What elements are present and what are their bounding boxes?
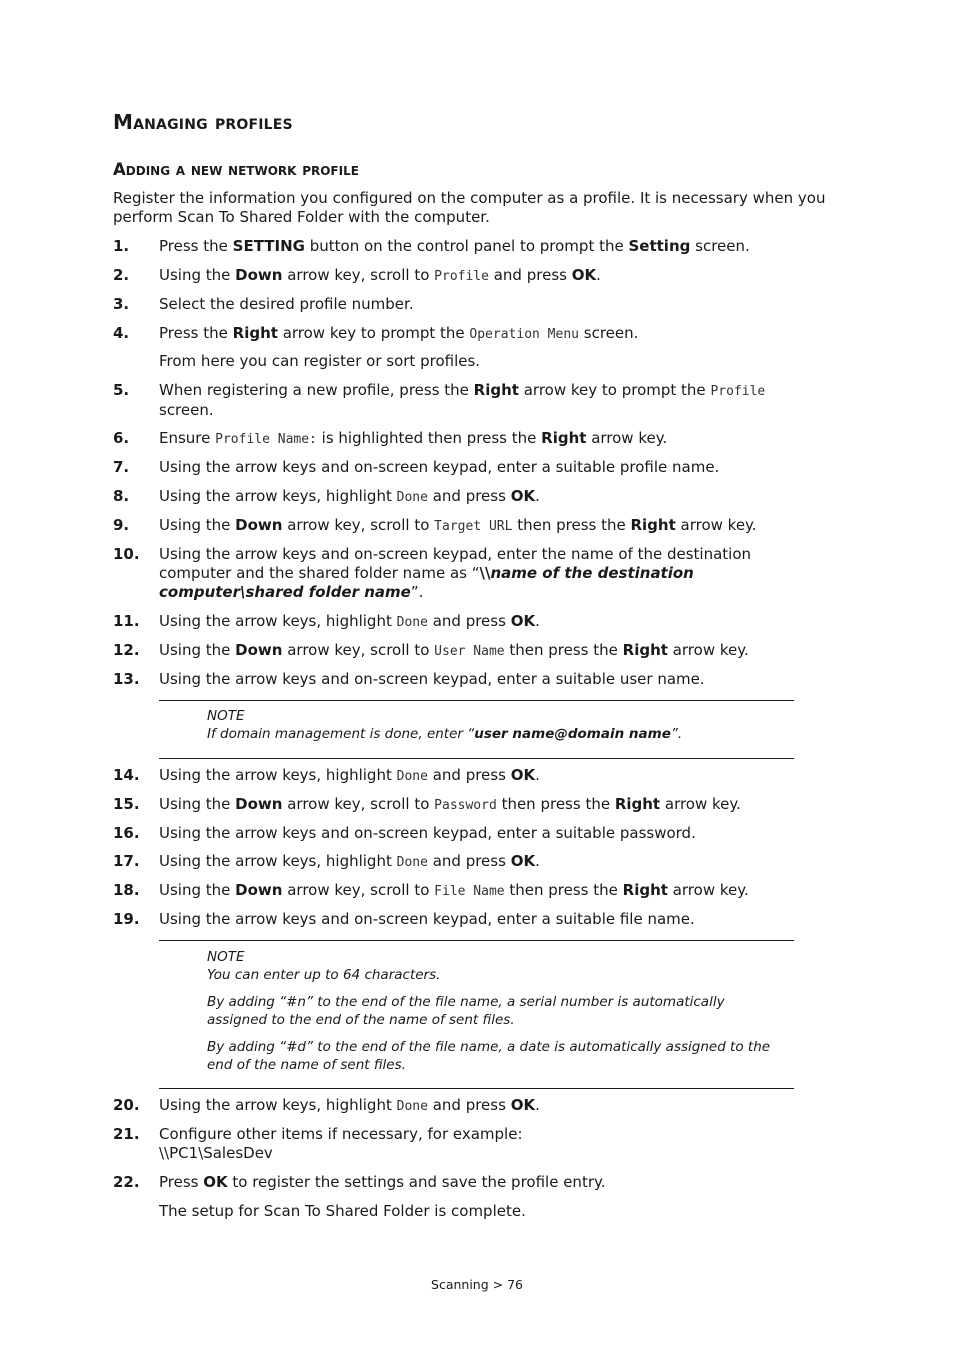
note-line: By adding “#n” to the end of the file name, a serial number is automatically assigned to the end of the name of sent files. [207,994,725,1028]
note-top-rule [159,940,794,941]
step-number: 13. [113,670,140,688]
step-number: 3. [113,295,130,313]
note-1 [207,708,777,743]
step-number: 22. [113,1173,140,1191]
step-number: 18. [113,881,140,899]
step-number: 6. [113,429,130,447]
step-text: Press the SETTING button on the control panel to prompt the Setting screen. [159,237,750,255]
step-number: 21. [113,1125,140,1143]
step-number: 2. [113,266,130,284]
step-text: Ensure Profile Name: is highlighted then press the Right arrow key. [159,429,668,447]
step-number: 1. [113,237,130,255]
step-number: 19. [113,910,140,928]
step-text: Using the Down arrow key, scroll to Target URL then press the Right arrow key. [159,516,757,534]
step-text: Using the Down arrow key, scroll to Password then press the Right arrow key. [159,795,741,813]
step-text: Using the arrow keys, highlight Done and press OK. [159,487,540,505]
step-number: 15. [113,795,140,813]
step-number: 20. [113,1096,140,1114]
note-bottom-rule [159,1088,794,1089]
step-text: Using the arrow keys, highlight Done and press OK. [159,1096,540,1114]
step-number: 11. [113,612,140,630]
step-text: Using the Down arrow key, scroll to User Name then press the Right arrow key. [159,641,749,659]
step-text: Using the arrow keys and on-screen keypad, enter a suitable user name. [159,670,705,688]
step-text: Using the Down arrow key, scroll to File Name then press the Right arrow key. [159,881,749,899]
step-text: Using the arrow keys and on-screen keypad, enter a suitable profile name. [159,458,720,476]
note-label: NOTE [207,708,245,724]
step-4-subtext: From here you can register or sort profiles. [159,352,481,370]
step-text: Using the arrow keys and on-screen keypad, enter the name of the destination computer and the shared folder name as “\\name of the destination computer\shared folder name”. [159,545,752,601]
step-number: 7. [113,458,130,476]
page-heading: Managing profiles [113,110,293,134]
note-top-rule [159,700,794,701]
step-text: Press the Right arrow key to prompt the Operation Menu screen. [159,324,639,342]
page-footer: Scanning > 76 [431,1277,523,1292]
step-number: 10. [113,545,140,563]
step-text: Configure other items if necessary, for example: \\PC1\SalesDev [159,1125,523,1162]
step-text: Using the Down arrow key, scroll to Profile and press OK. [159,266,601,284]
note-line: You can enter up to 64 characters. [207,966,441,983]
note-label: NOTE [207,949,245,965]
step-22-subtext: The setup for Scan To Shared Folder is complete. [159,1202,526,1220]
step-number: 12. [113,641,140,659]
step-number: 14. [113,766,140,784]
step-text: When registering a new profile, press the Right arrow key to prompt the Profile screen. [159,381,766,419]
step-number: 8. [113,487,130,505]
step-text: Using the arrow keys, highlight Done and press OK. [159,612,540,630]
step-text: Select the desired profile number. [159,295,414,313]
note-bottom-rule [159,758,794,759]
note-text: If domain management is done, enter “user name@domain name”. [207,725,683,742]
step-text: Using the arrow keys, highlight Done and press OK. [159,766,540,784]
step-number: 5. [113,381,130,399]
step-number: 9. [113,516,130,534]
step-number: 4. [113,324,130,342]
note-2 [207,949,777,1074]
step-text: Using the arrow keys and on-screen keypad, enter a suitable file name. [159,910,695,928]
note-line: By adding “#d” to the end of the file name, a date is automatically assigned to the end of the name of sent files. [207,1039,771,1073]
step-number: 17. [113,852,140,870]
section-heading: Adding a new network profile [113,160,359,179]
step-text: Using the arrow keys and on-screen keypad, enter a suitable password. [159,824,696,842]
step-text: Using the arrow keys, highlight Done and press OK. [159,852,540,870]
intro-paragraph: Register the information you configured on the computer as a profile. It is necessary when you perform Scan To Shared Folder with the computer. [113,189,826,226]
step-text: Press OK to register the settings and save the profile entry. [159,1173,606,1191]
step-number: 16. [113,824,140,842]
